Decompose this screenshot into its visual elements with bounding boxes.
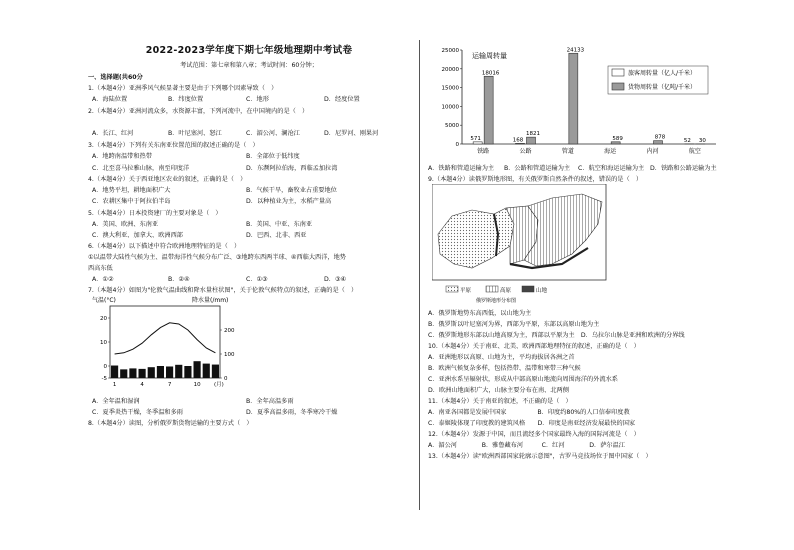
option[interactable]: D．巴西、北非、西亚 — [246, 232, 307, 239]
legend-passenger: 旅客周转量（亿人/千米） — [628, 70, 697, 77]
text-line[interactable]: B．欧洲气候复杂多样，包括热带、温带和寒带三种气候 — [428, 365, 581, 372]
month-tick-label: 7 — [167, 382, 172, 388]
precip-bar — [139, 369, 146, 378]
temp-tick-label: 10 — [100, 340, 107, 346]
category-label: 管道 — [561, 148, 574, 155]
text-line: 11.（本题4分）关于南亚的叙述，不正确的是（ ） — [428, 398, 572, 405]
chart-legend — [608, 66, 708, 94]
option[interactable]: D．夏季高温多雨，冬季寒冷干燥 — [246, 409, 338, 416]
option[interactable]: B．纬度位置 — [168, 96, 204, 103]
text-line: 13.（本题4分）读"欧洲西部国家轮廓示意图"，古罗马竞技场位于图中国家（ ） — [428, 453, 652, 460]
data-label: 589 — [612, 135, 623, 142]
temperature-curve — [115, 323, 216, 354]
precip-bar — [166, 366, 173, 378]
y-tick-label: 0 — [455, 142, 459, 148]
month-tick-label: 4 — [140, 382, 144, 388]
legend-swatch-mountain — [522, 286, 534, 292]
text-line: 12.（本题4分）发源于中国，而且流经多个国家最终入海的国际河流是（ ） — [428, 431, 640, 438]
text-line[interactable]: A．俄罗斯地势东高西低，以山地为主 — [428, 310, 532, 317]
precip-bar — [184, 366, 191, 378]
temp-tick-label: 0 — [103, 364, 107, 370]
option[interactable]: B．全年高温多雨 — [246, 398, 294, 405]
question-stem: 2.（本题4分）亚洲河流众多，水资源丰富，下列河流中，在中国境内的是（ ） — [88, 108, 309, 115]
data-label: 878 — [654, 134, 666, 141]
category-label: 海运 — [604, 148, 617, 155]
text-line[interactable]: A．南亚各国都是发展中国家 B．印度约80%的人口信奉印度教 — [428, 409, 630, 416]
bar-freight — [527, 137, 536, 144]
legend-swatch-freight — [612, 83, 624, 90]
month-unit-label: (月) — [214, 382, 224, 388]
y-tick-label: 25000 — [441, 48, 459, 54]
option[interactable]: D．东濒阿拉伯海，西临孟加拉湾 — [246, 165, 338, 172]
option[interactable]: A．地跨南温带和热带 — [92, 153, 152, 160]
right-column — [428, 0, 720, 550]
option[interactable]: D．经度位置 — [324, 96, 360, 103]
option[interactable]: C．夏季炎热干燥，冬季温和多雨 — [92, 409, 183, 416]
data-label: 571 — [470, 135, 481, 142]
data-label: 52 — [683, 137, 691, 144]
y-tick-label: 20000 — [441, 66, 459, 73]
question-stem: 4.（本题4分）关于西亚地区农业的叙述，正确的是（ ） — [88, 176, 247, 183]
temp-tick-label: 20 — [100, 316, 107, 322]
option[interactable]: C．航空和海运运输为主 — [578, 165, 645, 172]
text-line[interactable]: C．俄罗斯地形东部以山地高原为主，西部以平原为主 D．乌拉尔山脉是亚洲和欧洲的分界线 — [428, 332, 685, 339]
left-column — [88, 0, 410, 550]
precip-tick-label: 0 — [224, 376, 228, 382]
option[interactable]: C．农耕区集中于阿拉伯半岛 — [92, 198, 171, 205]
russia-terrain-map — [432, 184, 608, 306]
option[interactable]: A．全年温和湿润 — [92, 398, 140, 405]
precip-bar — [111, 366, 118, 378]
question-extra: 西高东低 — [88, 265, 113, 272]
precip-bar — [203, 364, 210, 378]
text-line[interactable]: A．湄公河 B．雅鲁藏布河 C．红河 D．萨尔温江 — [428, 442, 625, 449]
option[interactable]: A．海陆位置 — [92, 96, 128, 103]
option[interactable]: C．澳大利亚、加拿大、欧洲西部 — [92, 232, 183, 239]
precip-bar — [157, 366, 164, 378]
bar-freight — [611, 142, 620, 144]
data-label: 18016 — [481, 70, 500, 77]
category-label: 铁路 — [477, 148, 490, 155]
exam-title: 2022-2023学年度下期七年级地理期中考试卷 — [145, 45, 353, 56]
month-tick-label: 10 — [193, 382, 201, 388]
legend-mountain: 山地 — [536, 288, 548, 294]
precip-bar — [212, 365, 219, 378]
data-label: 1821 — [526, 131, 540, 138]
option[interactable]: D．尼罗河、刚果河 — [324, 130, 379, 137]
option[interactable]: C．地形 — [246, 96, 269, 103]
text-line[interactable]: B．俄罗斯以叶尼塞河为界，西部为平原，东部以高原山地为主 — [428, 321, 600, 328]
question-stem: 3.（本题4分）下列有关东南亚位置范围的叙述正确的是（ ） — [88, 142, 259, 149]
option[interactable]: B．美国、中亚、东南亚 — [246, 221, 313, 228]
data-label: 24133 — [566, 47, 585, 54]
temp-axis-label: 气温(°C) — [92, 297, 116, 304]
question-extra: ①以温带大陆性气候为主、温带海洋性气候分布广泛、③地跨东西两半球、④西临大西洋，地势 — [88, 254, 346, 261]
legend-plateau: 高原 — [500, 288, 512, 294]
bar-passenger — [516, 143, 525, 144]
bar-passenger — [473, 142, 482, 144]
question-stem: 9.（本题4分）读俄罗斯地形图，有关俄罗斯自然条件的叙述，错误的是（ ） — [428, 176, 643, 183]
option[interactable]: A．长江、红河 — [92, 130, 134, 137]
bar-freight — [654, 141, 663, 144]
category-label: 航空 — [688, 148, 701, 155]
category-label: 公路 — [519, 148, 532, 155]
temp-tick-label: -5 — [101, 376, 107, 382]
option[interactable]: B．②④ — [168, 276, 190, 283]
question-stem: 5.（本题4分）日本投资建厂的主要对象是（ ） — [88, 210, 222, 217]
question-stem: 7.（本题4分）如图为"伦敦气温曲线和降水量柱状图"，关于伦敦气候特点的叙述，正确的是（ ） — [88, 287, 358, 294]
option[interactable]: A．地势平坦，耕地面积广大 — [92, 187, 171, 194]
london-climate-chart — [92, 294, 252, 394]
chart-title: 运输周转量 — [472, 52, 507, 60]
legend-swatch-plateau — [486, 286, 498, 292]
option[interactable]: C．湄公河、澜沧江 — [246, 130, 300, 137]
text-line[interactable]: D．欧洲山地面积广大，山脉主要分布在南、北两侧 — [428, 387, 569, 394]
option[interactable]: D．③④ — [324, 276, 347, 283]
transport-chart — [428, 44, 720, 162]
legend-swatch-passenger — [612, 69, 624, 76]
y-tick-label: 15000 — [441, 85, 459, 92]
text-line[interactable]: C．亚洲水系呈辐射状，形成从中部高原山地流向周围海洋的外流水系 — [428, 376, 618, 383]
map-caption: 俄罗斯地形分布图 — [476, 298, 517, 304]
category-label: 内河 — [646, 148, 659, 155]
legend-freight: 货物周转量（亿吨/千米） — [628, 84, 697, 91]
text-line: 10.（本题4分）关于南亚、北美、欧洲西部地理特征的叙述，正确的是（ ） — [428, 343, 640, 350]
option[interactable]: C．北至喜马拉雅山脉，南至印度洋 — [92, 165, 190, 172]
legend-swatch-plain — [446, 286, 458, 292]
option[interactable]: B．气候干旱，畜牧业占重要地位 — [246, 187, 337, 194]
option[interactable]: B．叶尼塞河、怒江 — [168, 130, 222, 137]
precip-bar — [120, 369, 127, 378]
question-stem: 1.（本题4分）亚洲季风气候显著主要是由于下列哪个因素导致（ ） — [88, 85, 278, 92]
option[interactable]: D．铁路和公路运输为主 — [650, 165, 717, 172]
precip-tick-label: 100 — [224, 352, 235, 358]
precip-tick-label: 200 — [224, 328, 235, 334]
precip-bar — [129, 368, 136, 378]
data-label: 30 — [698, 137, 706, 144]
option[interactable]: B．公路和管道运输为主 — [504, 165, 571, 172]
precip-axis-label: 降水量(/mm) — [192, 297, 229, 304]
column-divider — [419, 40, 420, 510]
bar-freight — [569, 53, 578, 144]
option[interactable]: A．美国、欧洲、东南亚 — [92, 221, 159, 228]
text-line[interactable]: A．亚洲地形以高原、山地为主，平均海拔居各洲之首 — [428, 354, 575, 361]
option[interactable]: A．铁路和管道运输为主 — [428, 165, 495, 172]
option[interactable]: A．①② — [92, 276, 114, 283]
option[interactable]: C．①③ — [246, 276, 268, 283]
precip-bar — [194, 361, 201, 378]
month-tick-label: 1 — [112, 382, 117, 388]
text-line[interactable]: C．泰姬陵体现了印度教的建筑风格 D．印度是南亚经济发展最快的国家 — [428, 420, 636, 427]
question-stem: 8.（本题4分）读图，分析俄罗斯货物运输的主要方式（ ） — [88, 420, 253, 427]
y-tick-label: 10000 — [441, 104, 459, 111]
precip-bar — [148, 367, 155, 378]
y-tick-label: 5000 — [445, 123, 459, 130]
legend-plain: 平原 — [460, 288, 472, 294]
section-heading: 一、选择题(共60分 — [88, 74, 143, 81]
bar-freight — [484, 76, 493, 144]
option[interactable]: B．全部位于低纬度 — [246, 153, 300, 160]
data-label: 168 — [512, 137, 524, 144]
precip-bar — [175, 365, 182, 378]
exam-subtitle: 考试范围：第七章和第八章；考试时间：60分钟； — [180, 62, 318, 69]
question-stem: 6.（本题4分）以下描述中符合欧洲地理特征的是（ ） — [88, 243, 241, 250]
option[interactable]: D．以种植业为主，水稻产量高 — [246, 198, 332, 205]
